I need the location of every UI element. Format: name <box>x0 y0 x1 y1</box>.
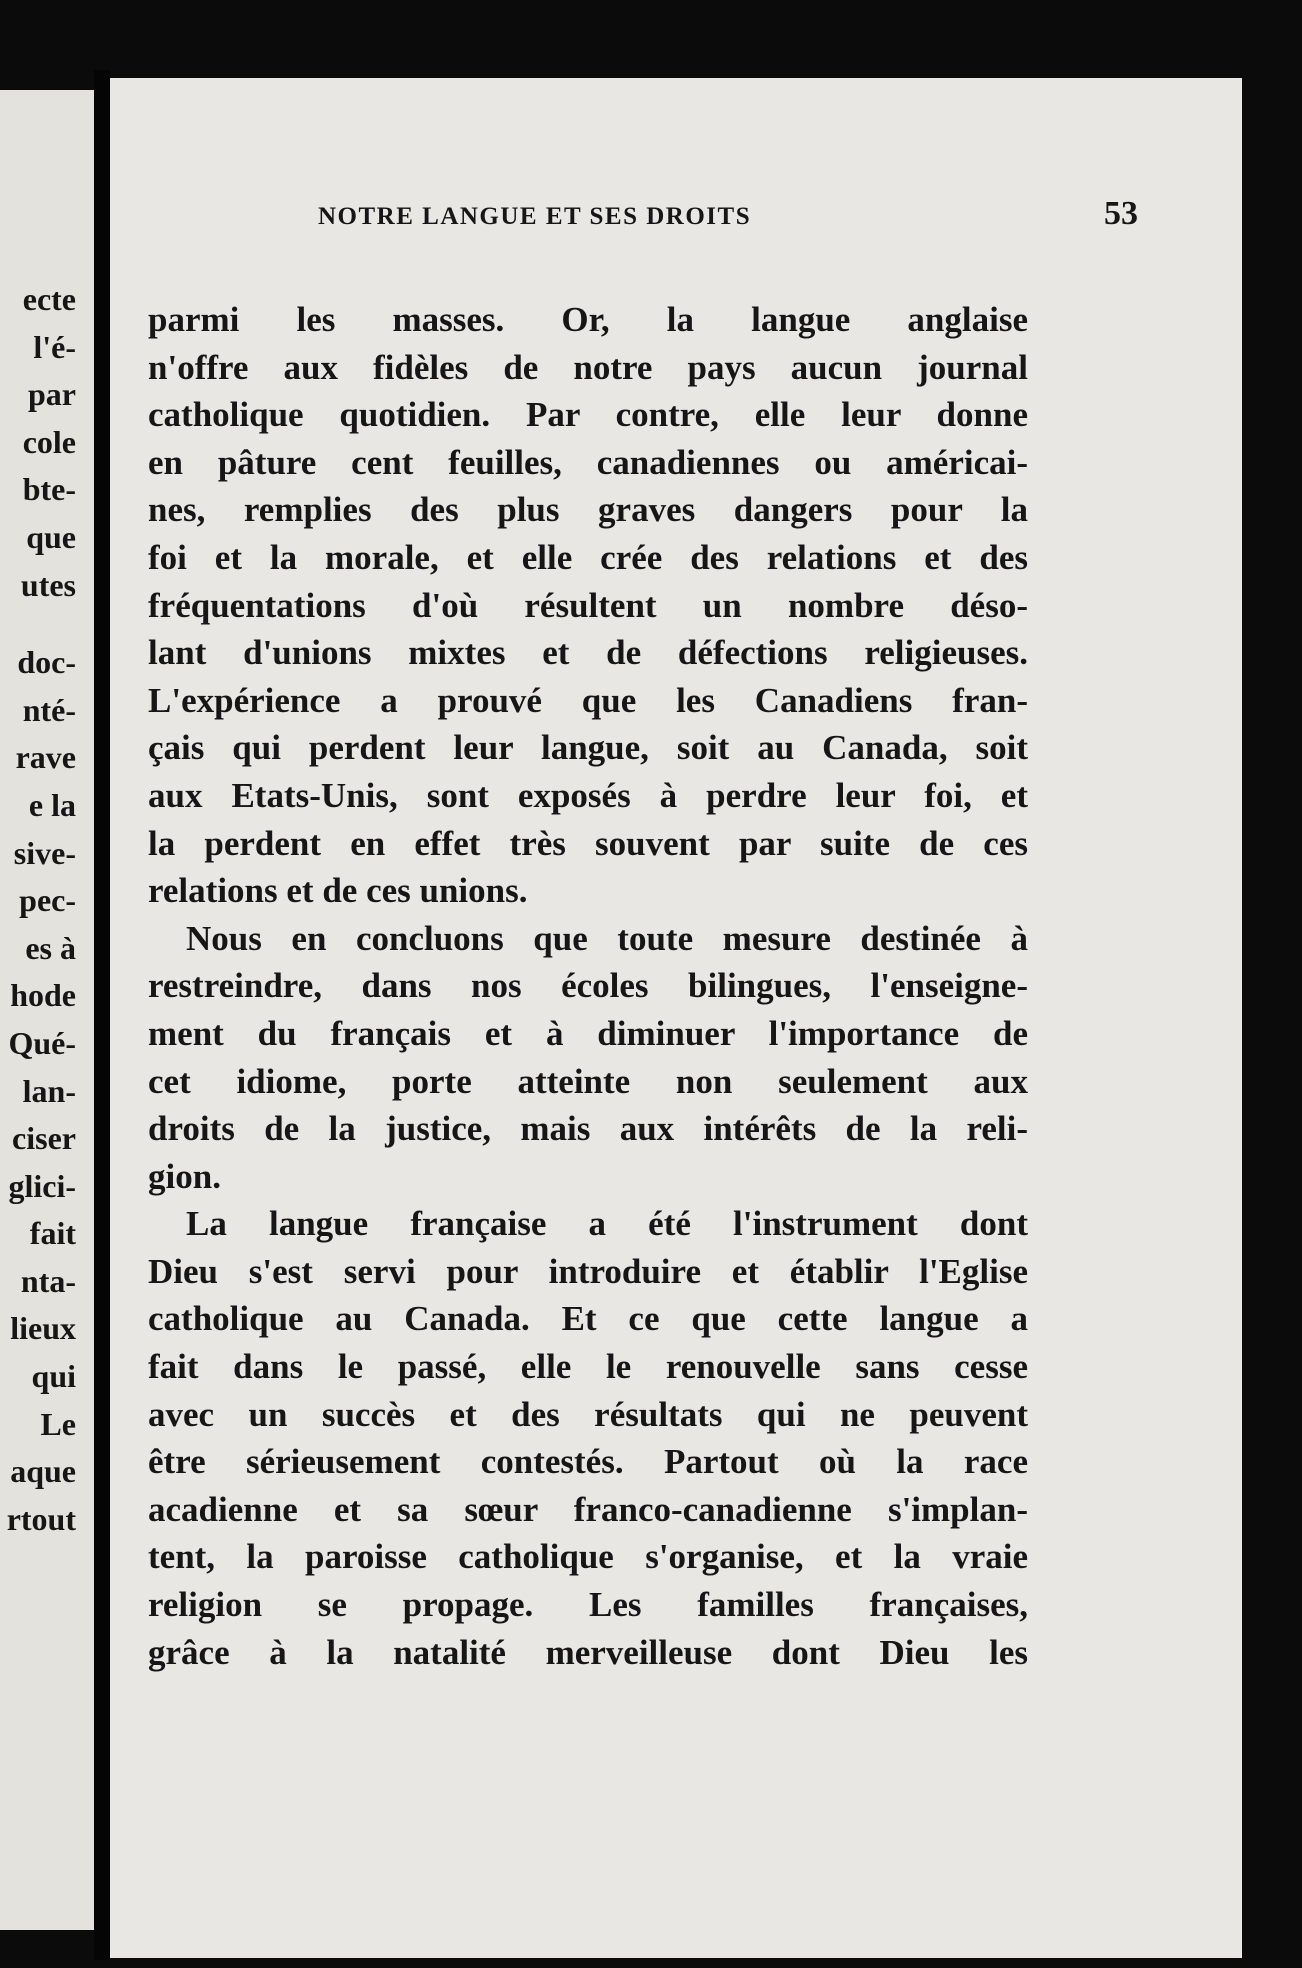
left-line: bte- <box>22 471 76 508</box>
text-line: lant d'unions mixtes et de défections religieuses. <box>148 633 1028 673</box>
left-line: rave <box>15 739 76 776</box>
text-line: relations et de ces unions. <box>148 871 528 911</box>
book-gutter <box>94 70 110 1960</box>
running-head-title: NOTRE LANGUE ET SES DROITS <box>318 203 752 230</box>
text-line: parmi les masses. Or, la langue anglaise <box>148 300 1028 339</box>
left-line: Qué- <box>8 1024 76 1061</box>
text-line: çais qui perdent leur langue, soit au Canada, soit <box>148 728 1028 768</box>
page-number: 53 <box>1104 195 1138 232</box>
left-line: glici- <box>8 1167 76 1204</box>
left-line: par <box>28 376 76 413</box>
left-line: aque <box>10 1453 76 1490</box>
left-page-fragment <box>0 90 94 1930</box>
text-line: restreindre, dans nos écoles bilingues, l'enseigne- <box>148 966 1028 1006</box>
text-line: nes, remplies des plus graves dangers pour la <box>148 490 1028 530</box>
left-line: fait <box>29 1215 76 1252</box>
text-line: cet idiome, porte atteinte non seulement aux <box>148 1061 1028 1101</box>
text-line: droits de la justice, mais aux intérêts de la reli- <box>148 1109 1028 1149</box>
left-line: utes <box>20 566 76 603</box>
text-line: n'offre aux fidèles de notre pays aucun journal <box>148 347 1028 387</box>
text-line: la perdent en effet très souvent par suite de ces <box>148 823 1028 863</box>
left-line: ciser <box>12 1120 76 1157</box>
left-line: Le <box>40 1405 76 1442</box>
left-line: lan- <box>22 1072 76 1109</box>
text-line: grâce à la natalité merveilleuse dont Dieu les <box>148 1632 1028 1672</box>
text-line: gion. <box>148 1156 221 1196</box>
left-line: e la <box>28 786 76 823</box>
text-line: La langue française a été l'instrument dont <box>186 1204 1028 1244</box>
text-line: fréquentations d'où résultent un nombre déso- <box>148 585 1028 625</box>
body-text <box>148 296 1028 1676</box>
left-line: nté- <box>22 691 76 728</box>
text-line: Dieu s'est servi pour introduire et établir l'Eglise <box>148 1251 1028 1291</box>
left-line: lieux <box>10 1310 76 1347</box>
left-line: ecte <box>22 281 76 317</box>
text-line: catholique au Canada. Et ce que cette langue a <box>148 1299 1028 1339</box>
text-line: en pâture cent feuilles, canadiennes ou américai- <box>148 442 1028 482</box>
text-line: tent, la paroisse catholique s'organise, et la vraie <box>148 1537 1028 1577</box>
text-line: Nous en concluons que toute mesure destinée à <box>186 918 1028 958</box>
text-line: ment du français et à diminuer l'importance de <box>148 1013 1028 1053</box>
left-line: que <box>26 518 76 555</box>
left-page-text <box>7 276 76 1543</box>
left-line: sive- <box>13 834 76 871</box>
page <box>110 78 1242 1958</box>
text-line: fait dans le passé, elle le renouvelle sans cesse <box>148 1347 1028 1387</box>
text-line: L'expérience a prouvé que les Canadiens fran- <box>148 680 1028 720</box>
left-line: rtout <box>6 1500 76 1537</box>
text-line: aux Etats-Unis, sont exposés à perdre leur foi, et <box>148 775 1028 815</box>
text-line: foi et la morale, et elle crée des relations et des <box>148 537 1028 577</box>
left-line: qui <box>31 1358 76 1395</box>
left-line: es à <box>25 929 76 966</box>
text-line: religion se propage. Les familles françaises, <box>148 1585 1028 1625</box>
left-line: pec- <box>19 882 76 919</box>
left-line: hode <box>10 977 76 1014</box>
text-line: acadienne et sa sœur franco-canadienne s'implan- <box>148 1489 1028 1529</box>
text-line: avec un succès et des résultats qui ne peuvent <box>148 1394 1028 1434</box>
text-line: être sérieusement contestés. Partout où la race <box>148 1442 1028 1482</box>
left-line: cole <box>22 423 76 460</box>
running-head <box>318 195 1138 233</box>
left-line: nta- <box>20 1262 76 1299</box>
text-line: catholique quotidien. Par contre, elle leur donne <box>148 395 1028 435</box>
left-line: l'é- <box>33 328 76 365</box>
left-line: doc- <box>17 644 76 681</box>
